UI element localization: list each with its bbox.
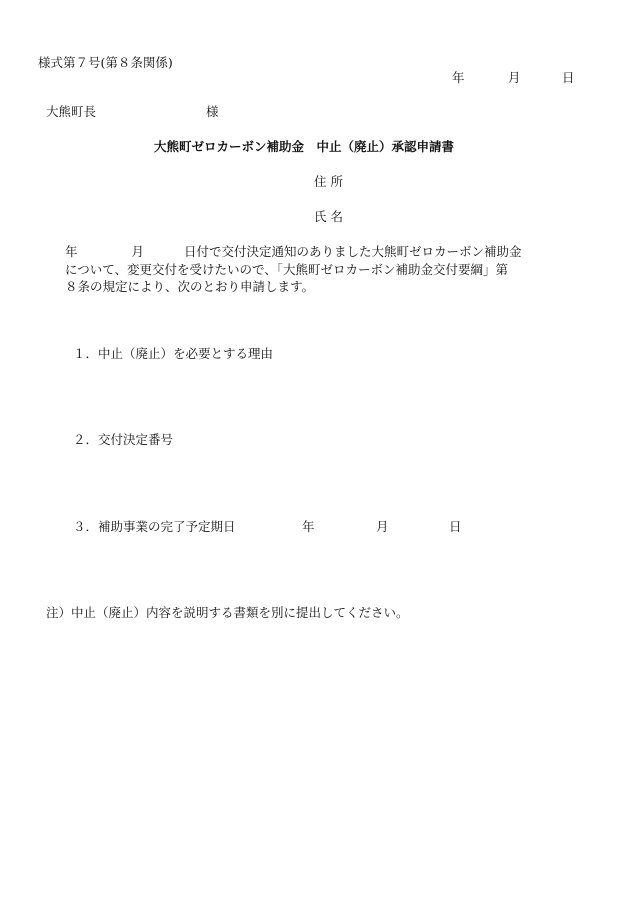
item-3-label: ３．補助事業の完了予定期日: [73, 519, 236, 534]
item-1-label: １．中止（廃止）を必要とする理由: [73, 346, 274, 361]
date-day: 日: [562, 70, 575, 85]
body-line-1-text: 日付で交付決定通知のありました大熊町ゼロカーボン補助金: [184, 244, 522, 259]
body-line-3: ８条の規定により、次のとおり申請します。: [65, 279, 315, 294]
date-month: 月: [508, 70, 521, 85]
body-line-2: について、変更交付を受けたいので、「大熊町ゼロカーボン補助金交付要綱」第: [65, 261, 509, 277]
footnote: 注）中止（廃止）内容を説明する書類を別に提出してください。: [46, 605, 409, 620]
body-line-1: [65, 243, 565, 261]
body-year: 年: [65, 244, 78, 259]
page-title: 大熊町ゼロカーボン補助金 中止（廃止）承認申請書: [154, 139, 455, 154]
item-3-day: 日: [449, 519, 462, 534]
addressee-name: 大熊町長: [46, 104, 97, 119]
item-3-year: 年: [302, 519, 315, 534]
form-label: 様式第７号(第８条関係): [38, 55, 173, 70]
item-3-month: 月: [376, 519, 389, 534]
body-month: 月: [131, 244, 145, 259]
item-2-label: ２．交付決定番号: [73, 432, 174, 447]
addressee-honorific: 様: [206, 104, 219, 119]
applicant-address-label: 住 所: [314, 174, 343, 189]
applicant-name-label: 氏 名: [314, 209, 343, 224]
body-paragraph: [65, 243, 565, 296]
date-year: 年: [452, 70, 465, 85]
